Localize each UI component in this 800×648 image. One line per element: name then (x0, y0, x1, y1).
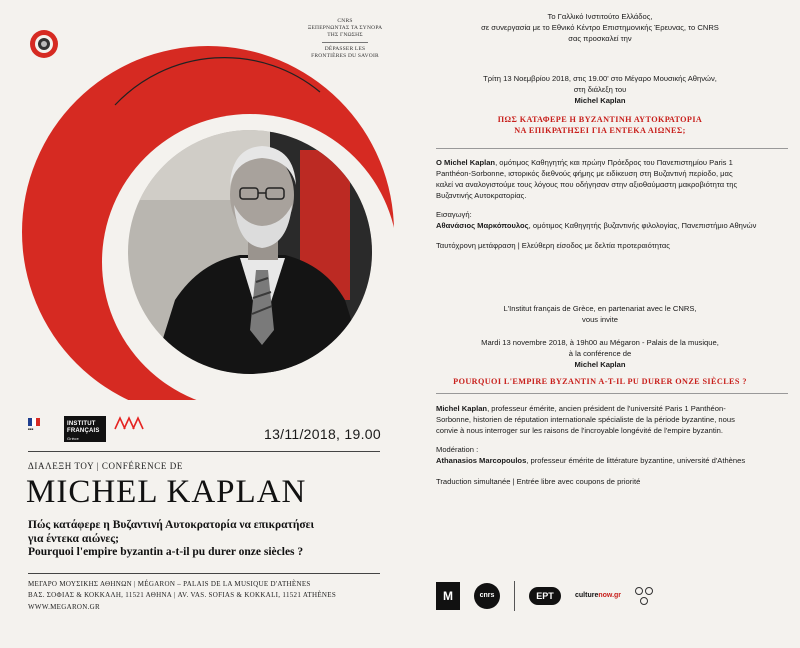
fr-bio-3: convie à nous interroger sur les raisons de l'incroyable longévité de l'empire byzantin. (436, 426, 723, 435)
venue-address: ΒΑΣ. ΣΟΦΙΑΣ & ΚΟΚΚΑΛΗ, 11521 ΑΘΗΝΑ | AV. VAS. SOFIAS & KOKKALI, 11521 ATHÈNES (28, 590, 337, 599)
organizer-logos (28, 414, 156, 442)
gr-bio-3: καλεί να αναλογιστούμε τους λόγους που οδήγησαν στην αξιοθαύμαστη μακροβιότητα της (436, 180, 738, 189)
ministry-seal-icon (635, 587, 653, 595)
fr-intro-2: vous invite (582, 315, 618, 324)
cnrs-tagline-fr-1: DÉPASSER LES (324, 46, 366, 52)
institut-line1: INSTITUT (67, 421, 96, 427)
gr-intro-name: Αθανάσιος Μαρκόπουλος (436, 221, 529, 230)
cnrs-label: CNRS (337, 18, 353, 24)
ministry-seal-icon (640, 597, 648, 605)
divider (436, 393, 788, 394)
gr-bio-1 (436, 157, 786, 168)
fr-datetime-1: Mardi 13 novembre 2018, à 19h00 au Mégaron - Palais de la musique, (481, 338, 719, 347)
ert-logo: EPT (529, 587, 561, 605)
cnrs-logo: cnrs (474, 583, 500, 609)
lecture-label: ΔΙΑΛΕΞΗ ΤΟΥ | CONFÉRENCE DE (28, 461, 183, 471)
gr-intro-label: Εισαγωγή: (436, 210, 472, 219)
culturenow-logo (575, 592, 621, 600)
megaron-mark (114, 416, 148, 430)
venue-name: ΜΕΓΑΡΟ ΜΟΥΣΙΚΗΣ ΑΘΗΝΩΝ | MÉGARON – PALAIS DE LA MUSIQUE D'ATHÈNES (28, 580, 311, 588)
gr-title-1: ΠΩΣ ΚΑΤΑΦΕΡΕ Η ΒΥΖΑΝΤΙΝΗ ΑΥΤΟΚΡΑΤΟΡΙΑ (497, 115, 703, 124)
gr-intro-role: , ομότιμος Καθηγητής βυζαντινής φιλολογίας, Πανεπιστήμιο Αθηνών (528, 221, 757, 230)
greek-intro-speaker (436, 209, 786, 231)
institut-line3: Grèce (67, 436, 79, 441)
right-panel (400, 0, 800, 648)
gr-datetime-1: Τρίτη 13 Νοεμβρίου 2018, στις 19.00' στο Μέγαρο Μουσικής Αθηνών, (483, 74, 717, 83)
greek-bio (436, 157, 786, 201)
gr-bio-4: Βυζαντινής Αυτοκρατορίας. (436, 191, 527, 200)
fr-mod-role: , professeur émérite de littérature byzantine, université d'Athènes (526, 456, 746, 465)
fr-bio-1 (436, 403, 786, 414)
greek-note: Ταυτόχρονη μετάφραση | Ελεύθερη είσοδος με δελτία προτεραιότητας (436, 241, 670, 250)
french-moderation (436, 444, 786, 466)
fr-mod-speaker (436, 455, 786, 466)
institut-francais-logo (64, 416, 106, 442)
institut-line2: FRANÇAIS (67, 428, 100, 434)
french-invitation (420, 303, 780, 325)
venue-website[interactable]: WWW.MEGARON.GR (28, 603, 100, 611)
divider (28, 573, 380, 574)
fr-speaker: Michel Kaplan (574, 360, 626, 369)
target-icon (30, 30, 58, 58)
french-note: Traduction simultanée | Entrée libre avec coupons de priorité (436, 477, 641, 486)
gr-bio-text-1: , ομότιμος Καθηγητής και πρώην Πρόεδρος του Πανεπιστημίου Paris 1 (495, 158, 733, 167)
title-gr-2: για έντεκα αιώνες; (28, 532, 119, 545)
republique-francaise-logo: ■■■ (28, 418, 56, 442)
fr-bio-text-1: , professeur émérite, ancien président de l'université Paris 1 Panthéon- (487, 404, 726, 413)
greek-title (420, 115, 780, 136)
gr-bio-name: Ο Michel Kaplan (436, 158, 496, 167)
gr-speaker: Michel Kaplan (574, 96, 626, 105)
speaker-name-large: MICHEL KAPLAN (26, 474, 307, 510)
portrait-circle-art (0, 0, 400, 400)
gr-intro-1: Το Γαλλικό Ινστιτούτο Ελλάδος, (547, 12, 653, 21)
culture-now-text: now.gr (598, 592, 622, 599)
gr-datetime-2: στη διάλεξη του (573, 85, 627, 94)
title-fr: Pourquoi l'empire byzantin a-t-il pu durer onze siècles ? (28, 546, 304, 558)
cnrs-tagline (300, 18, 390, 60)
megaron-sponsor-logo: M (436, 582, 460, 610)
culture-text: culture (575, 592, 599, 599)
gr-title-2: ΝΑ ΕΠΙΚΡΑΤΗΣΕΙ ΓΙΑ ΕΝΤΕΚΑ ΑΙΩΝΕΣ; (514, 125, 686, 135)
fr-intro-1: L'Institut français de Grèce, en partenariat avec le CNRS, (503, 304, 697, 313)
cnrs-tagline-gr-2: ΤΗΣ ΓΝΩΣΗΣ (327, 32, 363, 38)
fr-bio-name: Michel Kaplan (436, 404, 488, 413)
divider (28, 451, 380, 452)
gr-intro-3: σας προσκαλεί την (568, 34, 632, 43)
cnrs-tagline-gr-1: ΞΕΠΕΡΝΩΝΤΑΣ ΤΑ ΣΥΝΟΡΑ (307, 25, 383, 31)
fr-mod-label: Modération : (436, 445, 479, 454)
sponsor-logos (436, 580, 788, 612)
fr-bio-2: Sorbonne, historien de réputation internationale spécialiste de la période byzantine, nous (436, 415, 735, 424)
fr-datetime-2: à la conférence de (568, 349, 632, 358)
event-date: 13/11/2018, 19.00 (264, 426, 381, 442)
french-title: POURQUOI L'EMPIRE BYZANTIN A-T-IL PU DURER ONZE SIÈCLES ? (453, 377, 747, 386)
divider (436, 148, 788, 149)
gr-bio-2: Panthéon-Sorbonne, ιστορικός διεθνούς φήμης με ειδίκευση στη Βυζαντινή περίοδο, μας (436, 169, 733, 178)
logo-separator (514, 581, 515, 611)
megaron-logo (114, 416, 156, 442)
lecture-title (28, 519, 383, 560)
greek-invitation (420, 11, 780, 44)
cnrs-tagline-fr-2: FRONTIÈRES DU SAVOIR (311, 53, 379, 59)
greek-datetime (420, 73, 780, 106)
title-gr-1: Πώς κατάφερε η Βυζαντινή Αυτοκρατορία να επικρατήσει (28, 519, 315, 531)
fr-mod-name: Athanasios Marcopoulos (436, 456, 527, 465)
gr-intro-2: σε συνεργασία με το Εθνικό Κέντρο Επιστημονικής Έρευνας, το CNRS (481, 23, 719, 32)
french-datetime (420, 337, 780, 370)
ministry-logos (635, 587, 653, 605)
french-bio (436, 403, 786, 436)
gr-intro-speaker (436, 220, 786, 231)
venue-info (28, 579, 336, 613)
